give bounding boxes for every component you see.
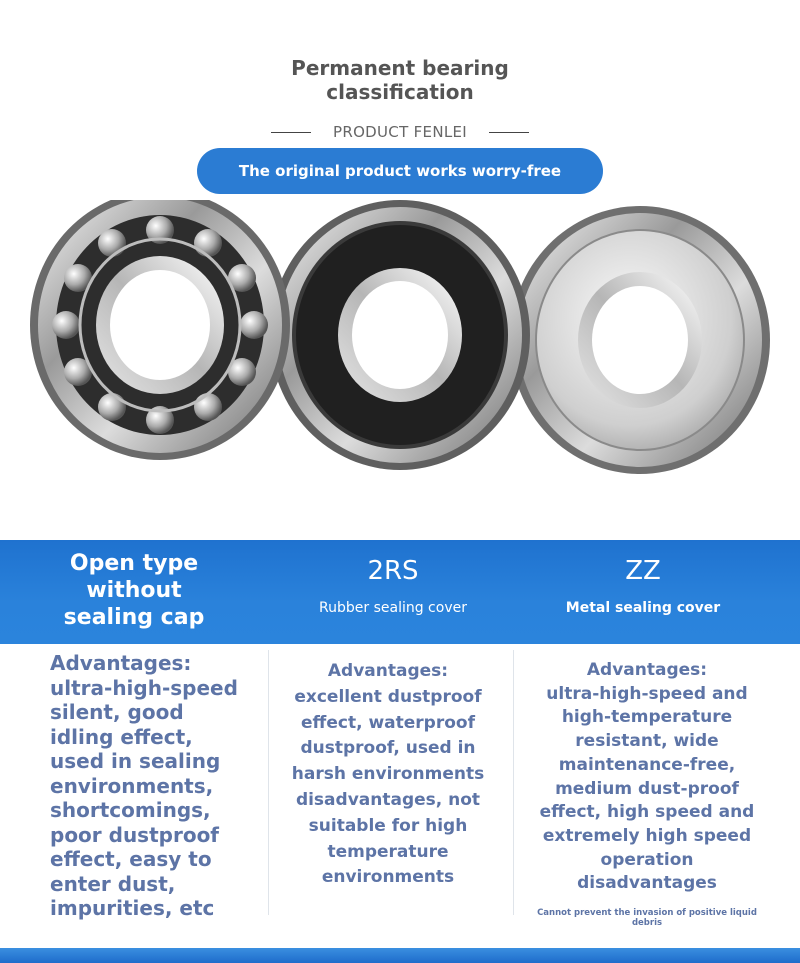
title-line-1: Permanent bearing [291, 56, 509, 80]
footer-bar [0, 948, 800, 963]
open-type-description: Advantages: ultra-high-speed silent, good idling effect, used in sealing environments, shortcomings, poor dustproof effect, easy to enter dust, impurities, etc [50, 651, 238, 920]
zz-note: Cannot prevent the invasion of positive liquid debris [537, 908, 757, 928]
open-bearing [30, 200, 290, 460]
type-2rs-code: 2RS [367, 556, 419, 586]
subtitle-divider-right [489, 132, 529, 133]
2rs-bearing [270, 200, 530, 470]
type-2rs [268, 540, 518, 644]
zz-description: Advantages: ultra-high-speed and high-temperature resistant, wide maintenance-free, medium dust-proof effect, high speed and extremely high speed operation disadvantages [539, 660, 755, 894]
subtitle-text: PRODUCT FENLEI [333, 123, 467, 141]
column-divider-2 [513, 650, 514, 915]
subtitle-divider-left [271, 132, 311, 133]
zz-bearing [510, 206, 770, 474]
banner-pill: The original product works worry-free [197, 148, 603, 194]
page-title [0, 56, 800, 104]
column-divider-1 [268, 650, 269, 915]
type-zz-code: ZZ [625, 556, 661, 586]
type-open-name: Open type without sealing cap [63, 551, 205, 630]
type-2rs-cover: Rubber sealing cover [319, 600, 467, 616]
type-zz-cover: Metal sealing cover [565, 600, 721, 616]
type-band [0, 540, 800, 644]
type-open [0, 540, 268, 644]
title-line-2: classification [326, 80, 474, 104]
bearings-photo [0, 200, 800, 540]
subtitle-row [0, 122, 800, 142]
2rs-description: Advantages: excellent dustproof effect, waterproof dustproof, used in harsh environments disadvantages, not suitable for high temperature environments [291, 661, 485, 888]
type-zz [518, 540, 768, 644]
